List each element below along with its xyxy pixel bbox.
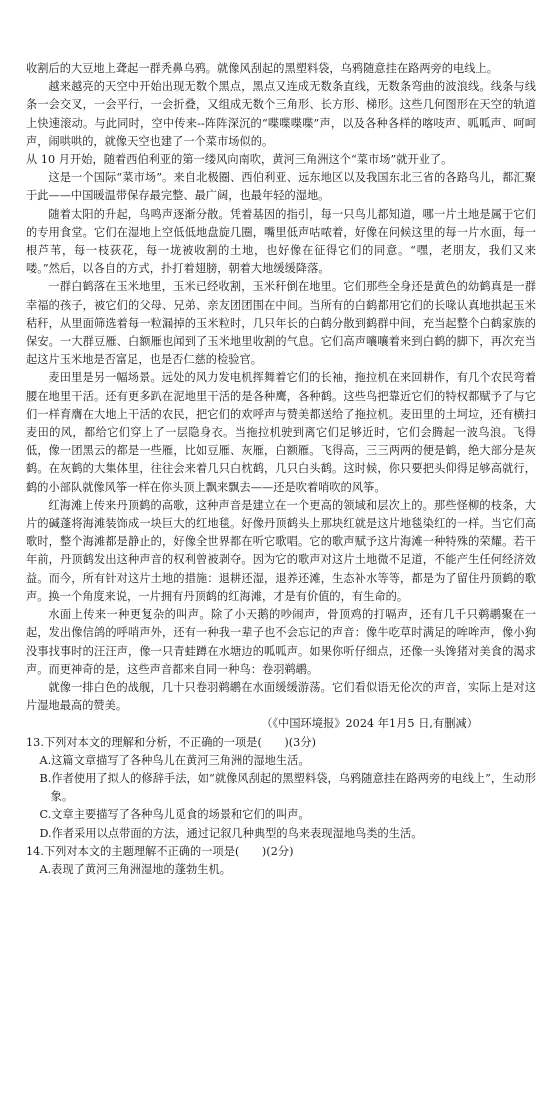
article-body xyxy=(26,60,536,879)
paragraph-7: 红海滩上传来丹顶鹤的高歌，这种声音是建立在一个更高的领域和层次上的。那些怪柳的枝条，大片的碱蓬将海滩装饰成一块巨大的红地毯。好像丹顶鹤头上那块红就是这片地毯染红的一样。当它们高歌时，整个海滩都是静止的，好像全世界都在听它歌唱。它的歌声赋予这片海滩一种特殊的荣耀。若干年前，丹顶鹤发出这种声音的权利曾被剥夺。因为它的歌声对这片土地微不足道，不能产生任何经济效益。而今，所有针对这片土地的措施：退耕还湿，退养还滩，生态补水等等，都是为了留住丹顶鹤的歌声。换一个角度来说，一片拥有丹顶鹤的红海滩，才是有价值的，有生命的。 xyxy=(26,498,536,603)
paragraph-8: 水面上传来一种更复杂的叫声。除了小天鹅的吵闹声，骨顶鸡的打嗝声，还有几千只鹈鹕聚在一起，发出像信鸽的呼哨声外，还有一种我一辈子也不会忘记的声音：像牛吃草时满足的哞哞声，像小狗没事找事时的汪汪声，像一只青蛙蹲在水塘边的呱呱声。如果你听仔细点，还像一头馋猪对美食的渴求声。而更神奇的是，这些声音都来自同一种鸟：卷羽鹈鹕。 xyxy=(26,608,536,676)
question-13-option-b: B.作者使用了拟人的修辞手法，如“就像风刮起的黑塑料袋，乌鸦随意挂在路两旁的电线上”，生动形象。 xyxy=(39,771,536,804)
paragraph-4: 随着太阳的升起，鸟鸣声逐渐分散。凭着基因的指引，每一只鸟儿都知道，哪一片土地是属于它们的专用食堂。它们在湿地上空低低地盘旋几圈，嘴里低声咕哝着，好像在问候这里的每一片水面，每一根芦苇，每一枝荻花，每一垅被收割的土地，也好像在征得它们的同意。“嘿，老朋友，我们又来喽。”然后，以各自的方式，扑打着翅膀，朝着大地缓缓降落。 xyxy=(26,207,536,276)
question-13-option-d: D.作者采用以点带面的方法，通过记叙几种典型的鸟来表现湿地鸟类的生活。 xyxy=(39,826,423,840)
paragraph-3: 这是一个国际“菜市场”。来自北极圈、西伯利亚、远东地区以及我国东北三省的各路鸟儿，都汇聚于此——中国暖温带保存最完整、最广阔，也最年轻的湿地。 xyxy=(26,171,536,203)
paragraph-6: 麦田里是另一幅场景。远处的风力发电机挥舞着它们的长袖，拖拉机在来回耕作，有几个农民弯着腰在地里干活。还有更多趴在泥地里干活的是各种鹰，各种鹤。这些鸟把靠近它们的特权都赋予了与它们一样育膺在大地上干活的农民，把它们的欢呼声与赞美都送给了拖拉机。麦田里的土坷垃，还有横扫麦田的风，都给它们穿上了一层隐身衣。当拖拉机驶到离它们足够近时，它们会腾起一波鸟浪。飞得低，像一团黑云的都是一些雁，比如豆雁、灰雁，白额雁。飞得高，三三两两的便是鹤，绝大部分是灰鹤。在灰鹤的大集体里，往往会来着几只白枕鹤，几只白头鹤。这时候，你只要把头仰得足够高就行，鹤的小部队就像风筝一样在你头顶上飘来飘去——还是吹着哨吹的风筝。 xyxy=(26,371,536,494)
paragraph-2: 从 10 月开始，随着西伯利亚的第一缕风向南吹，黄河三角洲这个“菜市场”就开业了。 xyxy=(26,153,453,167)
question-14-stem: 14.下列对本文的主题理解不正确的一项是( )(2分) xyxy=(26,844,294,858)
question-14-option-a: A.表现了黄河三角洲湿地的蓬勃生机。 xyxy=(39,862,231,876)
article-source: （《中国环境报》2024 年1月5 日,有删减） xyxy=(261,717,478,731)
question-13-option-a: A.这篇文章描写了各种鸟儿在黄河三角洲的湿地生活。 xyxy=(39,753,310,767)
paragraph-0: 收割后的大豆地上聋起一群秃鼻乌鸦。就像风刮起的黑塑料袋，乌鸦随意挂在路两旁的电线上。 xyxy=(26,62,498,75)
paragraph-9: 就像一排白色的战舰，几十只卷羽鹈鹕在水面缓缓游荡。它们看似语无伦次的声音，实际上是对这片湿地最高的赞美。 xyxy=(26,680,536,713)
question-13-option-c: C.文章主要描写了各种鸟儿觅食的场景和它们的叫声。 xyxy=(39,808,310,822)
question-13-stem: 13.下列对本文的理解和分析，不正确的一项是( )(3分) xyxy=(26,735,316,749)
paragraph-5: 一群白鹤落在玉米地里，玉米已经收割，玉米秆倒在地里。它们那些全身还是黄色的幼鹤真是一群幸福的孩子，被它们的父母、兄弟、亲友团团围在中间。当所有的白鹤都用它们的长喙认真地拱起玉米秸秆，从里面筛选着每一粒漏掉的玉米粒时，几只年长的白鹤分散到鹤群中间，充当起整个白鹤家族的保安。一大群豆雁、白额雁也闻到了玉米地里收割的气息。它们高声嚷嚷着来到白鹤的脚下，再次充当起这片玉米地是否富足，也是否仁慈的检验官。 xyxy=(26,280,536,367)
paragraph-1: 越来越亮的天空中开始出现无数个黑点，黑点又连成无数条直线，无数条弯曲的波浪线。线条与线条一会交叉，一会平行，一会折叠，又组成无数个三角形、长方形、梯形。这些几何图形在天空的轨道上快速滚动。与此同时，空中传来--阵阵深沉的“喋喋喋喋”声，以及各种各样的喀吱声、呱呱声、呵呵声，闹哄哄的，就像天空也建了一个菜市场似的。 xyxy=(26,80,536,148)
